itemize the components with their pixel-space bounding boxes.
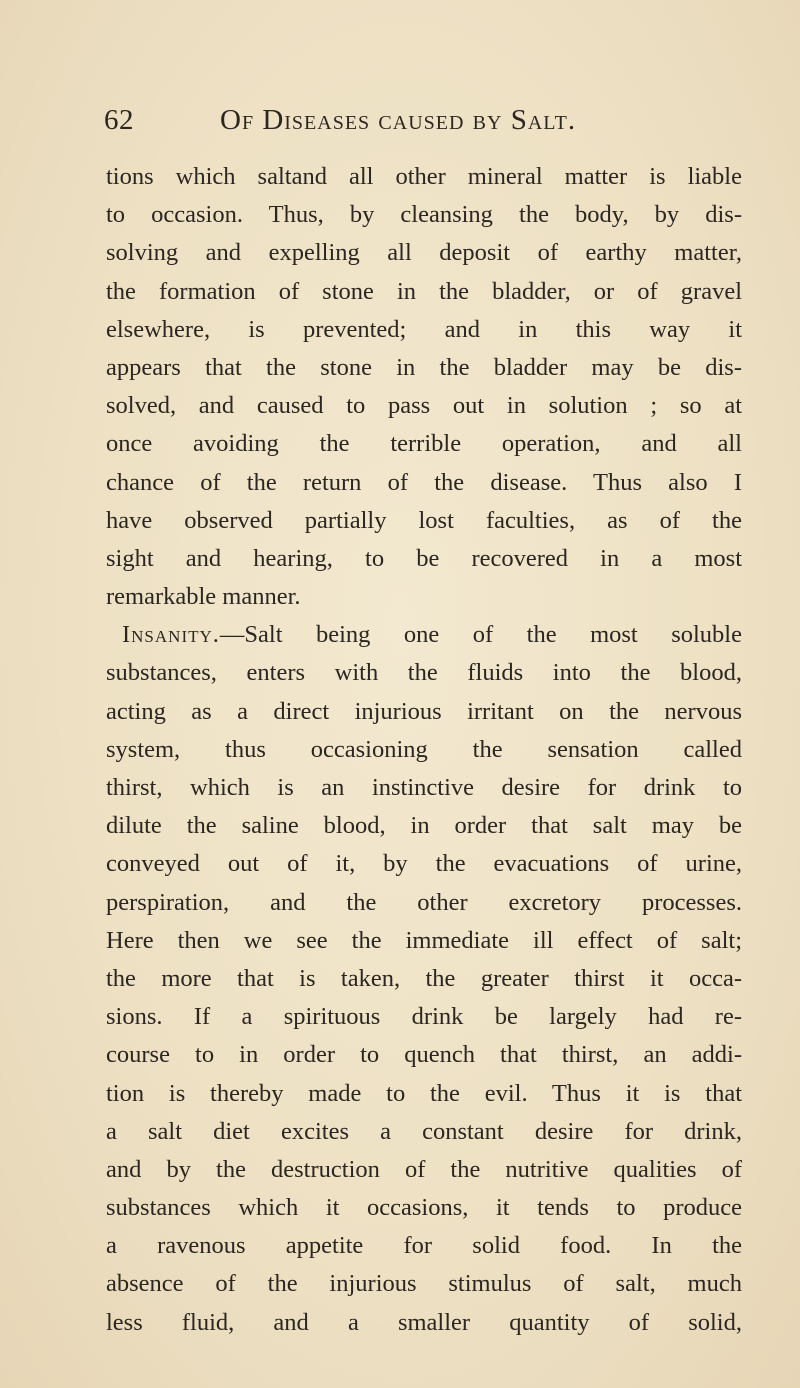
- text-line: remarkable manner.: [106, 583, 301, 611]
- text-line: the more that is taken, the greater thirst it occa-: [106, 964, 742, 992]
- text-line: perspiration, and the other excretory processes.: [106, 888, 742, 916]
- text-line: thirst, which is an instinctive desire for drink to: [106, 774, 742, 801]
- text-line: substances, enters with the fluids into the blood,: [106, 659, 742, 687]
- page-number: 62: [104, 104, 134, 136]
- text-line: sight and hearing, to be recovered in a most: [106, 544, 742, 572]
- body-text: [106, 158, 742, 1342]
- text-line: absence of the injurious stimulus of salt, much: [106, 1270, 742, 1298]
- text-line: and by the destruction of the nutritive qualities of: [106, 1155, 742, 1183]
- text-line: sions. If a spirituous drink be largely had re-: [106, 1003, 742, 1031]
- section-start-text: —Salt being one of the most soluble: [219, 621, 742, 649]
- text-line: once avoiding the terrible operation, and all: [106, 430, 742, 458]
- text-line: Here then we see the immediate ill effect of salt;: [106, 926, 742, 954]
- text-line: acting as a direct injurious irritant on the nervous: [106, 697, 742, 725]
- text-line: dilute the saline blood, in order that salt may be: [106, 812, 742, 840]
- text-line: less fluid, and a smaller quantity of solid,: [106, 1308, 742, 1336]
- text-line: tion is thereby made to the evil. Thus it is that: [106, 1079, 742, 1107]
- section-start-line: [106, 616, 742, 654]
- text-line: appears that the stone in the bladder may be dis-: [106, 353, 742, 381]
- text-line: tions which saltand all other mineral matter is liable: [106, 163, 742, 190]
- text-line: course to in order to quench that thirst, an addi-: [106, 1041, 742, 1069]
- text-line: a ravenous appetite for solid food. In the: [106, 1232, 742, 1260]
- text-line: conveyed out of it, by the evacuations of urine,: [106, 850, 742, 878]
- running-title: Of Diseases caused by Salt.: [220, 104, 577, 136]
- text-line: to occasion. Thus, by cleansing the body, by dis-: [106, 201, 742, 229]
- text-line: a salt diet excites a constant desire for drink,: [106, 1117, 742, 1145]
- running-head: [104, 100, 704, 140]
- text-line: elsewhere, is prevented; and in this way it: [106, 315, 742, 343]
- text-line: solving and expelling all deposit of earthy matter,: [106, 239, 742, 267]
- text-line: chance of the return of the disease. Thus also I: [106, 468, 742, 496]
- text-line: have observed partially lost faculties, as of the: [106, 506, 742, 534]
- text-line: the formation of stone in the bladder, or of gravel: [106, 277, 742, 305]
- section-heading-insanity: Insanity.: [122, 621, 220, 649]
- text-line: system, thus occasioning the sensation called: [106, 735, 742, 763]
- text-line: solved, and caused to pass out in solution ; so at: [106, 392, 742, 420]
- text-line: substances which it occasions, it tends to produce: [106, 1194, 742, 1222]
